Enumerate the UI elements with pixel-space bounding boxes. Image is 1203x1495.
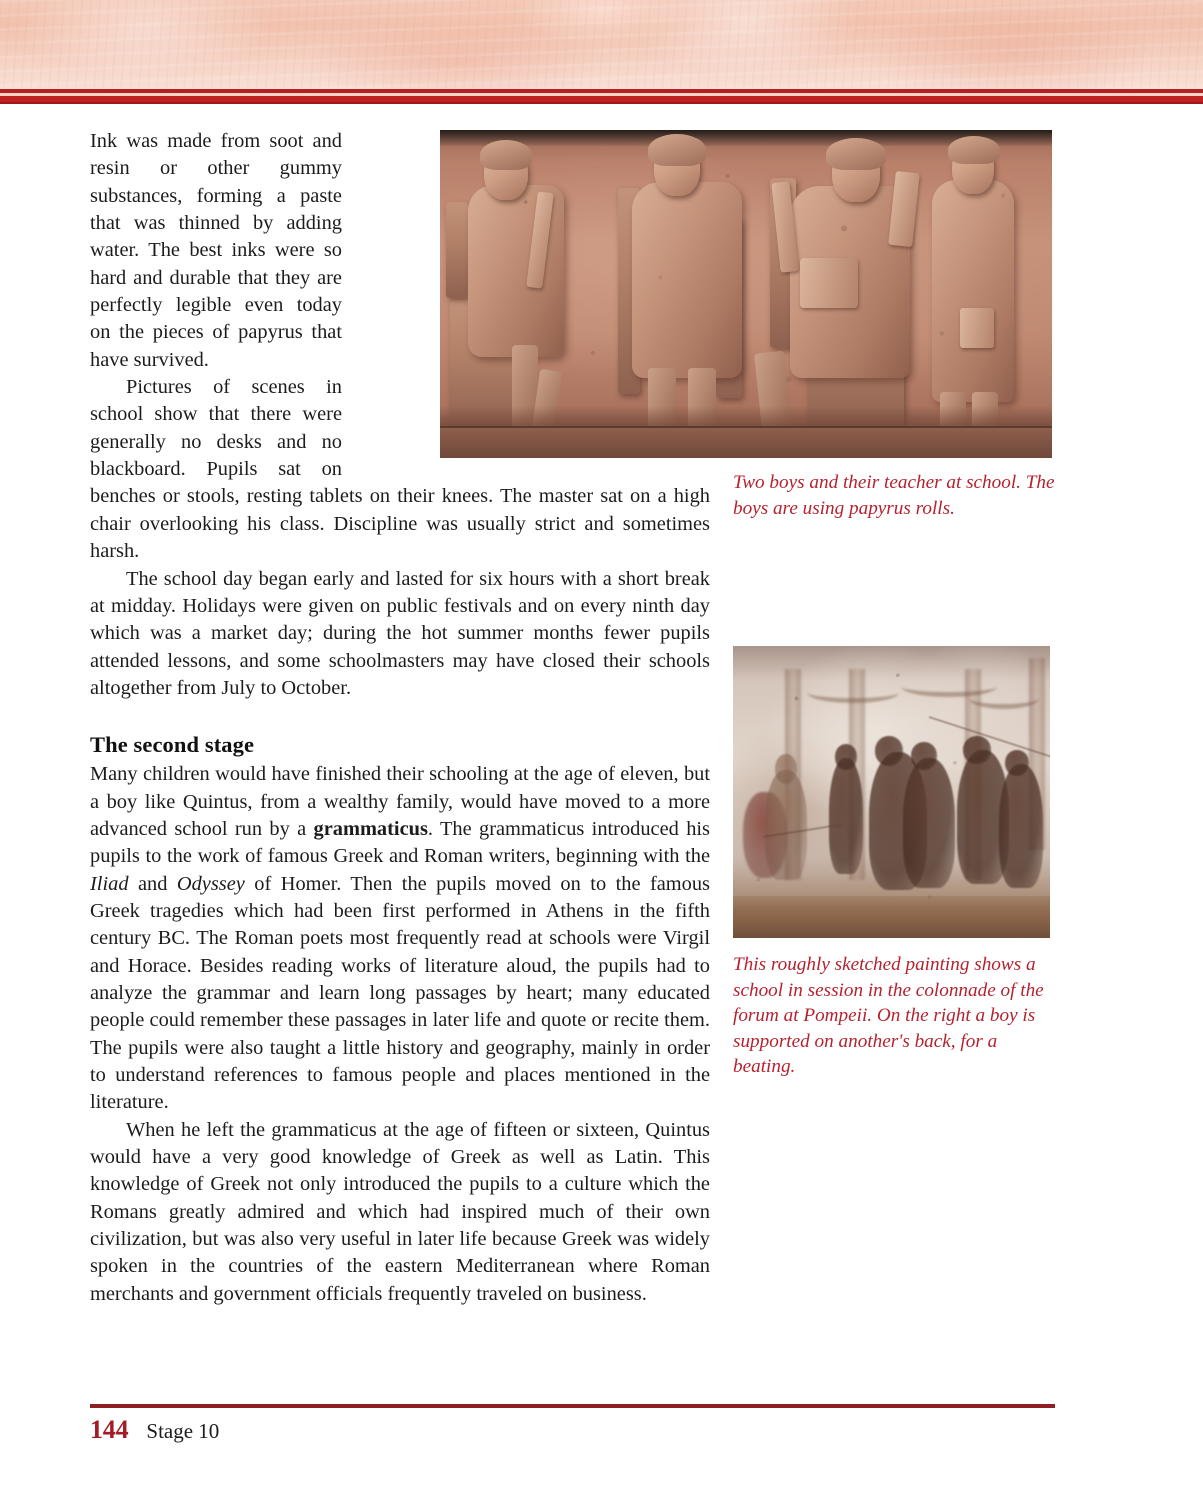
page-footer [90,1415,690,1445]
image-wrap-spacer [360,130,710,462]
page-header-band [0,0,1203,89]
text-run: Many children would have finished their schooling at the age of eleven, but a boy like Quintus, from a wealthy family, would have moved to a more advanced school run by a [90,763,710,840]
term-bold: grammaticus [313,817,428,840]
header-rule-shadow [0,102,1203,104]
text-run: When he left the grammaticus at the age of fifteen or sixteen, Quintus would have a very good knowledge of Greek as well as Latin. This knowledge of Greek not only introduced the pupils to a culture which the Romans greatly admired and which had inspired much of their own civilization, but was also very useful in later life because Greek was widely spoken in the countries of the eastern Mediterranean where Roman merchants and government officials frequently traveled on business. [90,1118,710,1305]
fresco-surface-speckle [733,646,1050,938]
footer-rule [90,1404,1055,1408]
caption-figure-fresco: This roughly sketched painting shows a school in session in the colonnade of the forum at Pompeii. On the right a boy is supported on another's back, for a beating. [733,954,1044,1077]
caption-figure-relief: Two boys and their teacher at school. The boys are using papyrus rolls. [733,472,1055,519]
text-run: . The grammaticus introduced his pupils to the work of famous Greek and Roman writers, beginning with the [90,817,710,868]
paragraph-many-children [90,761,710,1116]
main-text-column [90,128,710,1308]
title-italic: Odyssey [176,872,245,895]
paragraph-ink: Ink was made from soot and resin or other gummy substances, forming a paste that was thinned by adding water. The best inks were so hard and durable that they are perfectly legible even today on the pieces of papyrus that have survived. [90,130,342,371]
stage-label: Stage 10 [146,1419,220,1443]
text-run: of Homer. Then the pupils moved on to the famous Greek tragedies which had been first performed in Athens in the fifth century BC. The Roman poets most frequently read at schools were Virgil and Horace. Besides reading works of literature aloud, the pupils had to analyze the grammar and learn long passages by heart; many educated people could remember these passages in later life and quote or recite them. The pupils were also taught a little history and geography, mainly in order to understand references to famous people and places mentioned in the literature. [90,872,710,1114]
paragraph-schoolday: The school day began early and lasted for six hours with a short break at midday. Holidays were given on public festivals and on every ninth day which was a market day; during the hot summer months fewer pupils attended lessons, and some schoolmasters may have closed their schools altogether from July to October. [90,567,710,699]
header-texture-grain [0,0,1203,89]
section-heading-second-stage: The second stage [90,732,255,758]
paragraph-pictures: Pictures of scenes in school show that there were generally no desks and no blackboard. Pupils sat on benches or stools, resting tablets on their knees. The master sat on a high chair overlooking his class. Discipline was usually strict and sometimes harsh. [90,376,710,563]
paragraph-when-he-left [90,1117,710,1308]
title-italic: Iliad [90,872,129,895]
figure-fresco-image [733,646,1050,938]
text-run: and [128,872,177,895]
page-number: 144 [90,1415,129,1444]
